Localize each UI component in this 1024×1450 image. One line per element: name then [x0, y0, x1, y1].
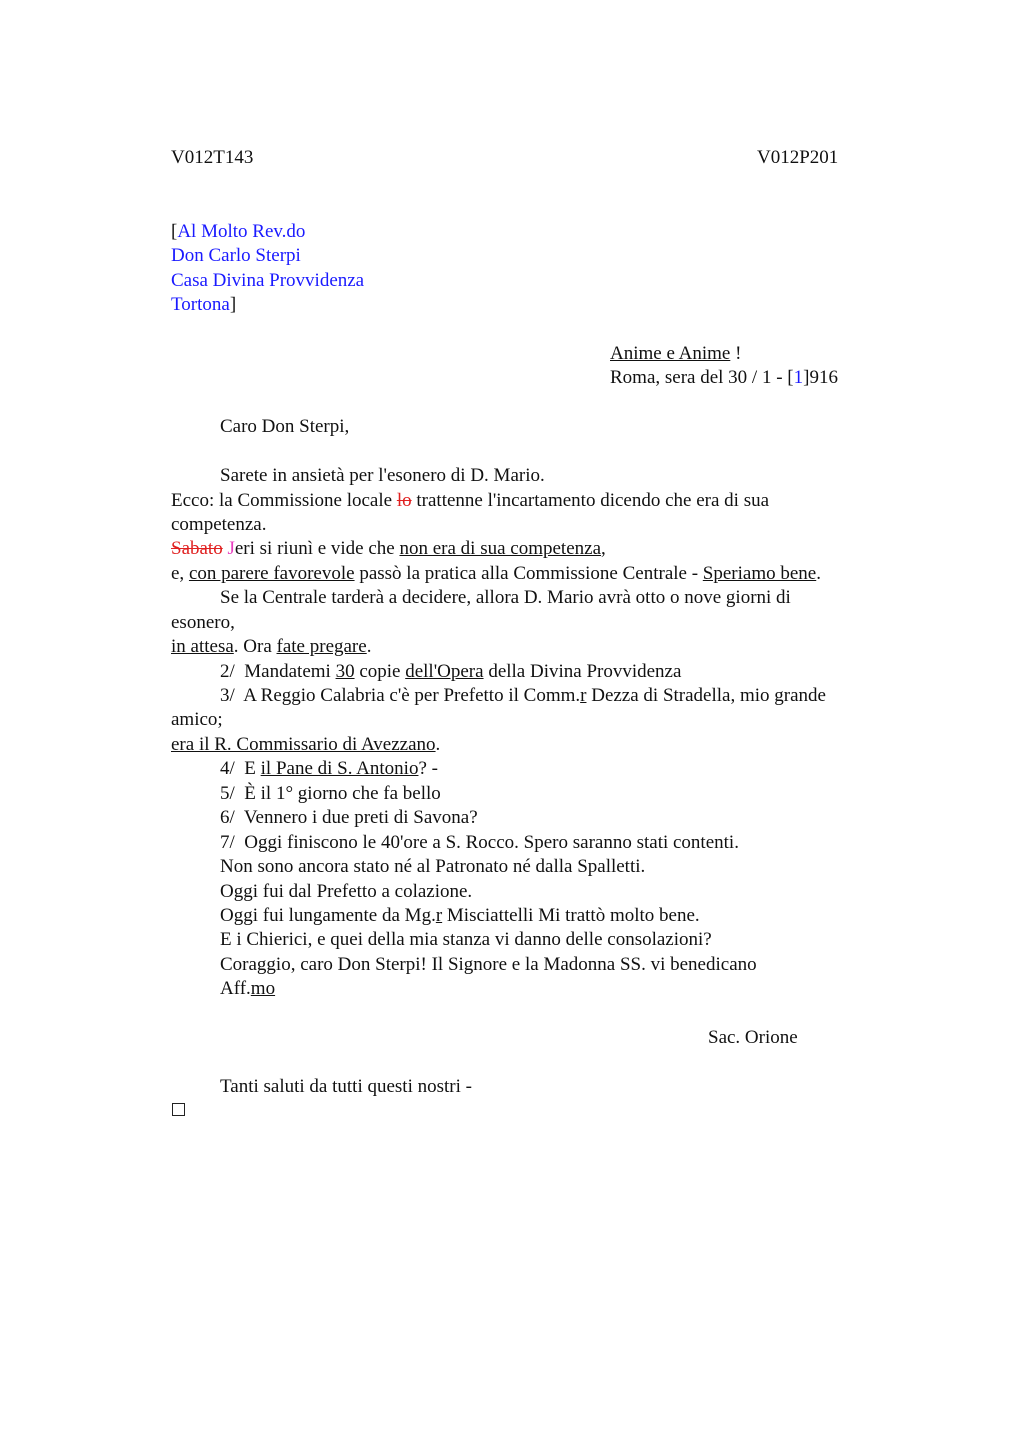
document-code-right: V012P201	[757, 147, 839, 168]
signature: Sac. Orione	[708, 1027, 798, 1048]
body-line: Coraggio, caro Don Sterpi! Il Signore e la Madonna SS. vi benedicano	[220, 954, 757, 975]
document-code-left: V012T143	[171, 147, 254, 168]
bracket-open: [	[171, 221, 178, 242]
body-line: in attesa. Ora fate pregare.	[171, 636, 372, 657]
body-line: 5/ È il 1° giorno che fa bello	[220, 783, 441, 804]
body-line: Sarete in ansietà per l'esonero di D. Mario.	[220, 465, 545, 486]
body-line: era il R. Commissario di Avezzano.	[171, 734, 441, 755]
body-line: 7/ Oggi finiscono le 40'ore a S. Rocco. Spero saranno stati contenti.	[220, 832, 739, 853]
body-line: Ecco: la Commissione locale lo trattenne l'incartamento dicendo che era di sua	[171, 490, 770, 511]
body-line: amico;	[171, 709, 223, 730]
body-line: E i Chierici, e quei della mia stanza vi danno delle consolazioni?	[220, 929, 712, 950]
inserted-text: J	[227, 538, 235, 559]
body-line: Oggi fui lungamente da Mg.r Misciattelli Mi trattò molto bene.	[220, 905, 700, 926]
address-line-3: Casa Divina Provvidenza	[171, 270, 365, 291]
body-line: Sabato Jeri si riunì e vide che non era di sua competenza,	[171, 538, 606, 559]
closing: Aff.mo	[220, 978, 276, 999]
body-line: 2/ Mandatemi 30 copie dell'Opera della Divina Provvidenza	[220, 661, 682, 682]
address-line-1: Al Molto Rev.do	[177, 221, 306, 242]
body-line: 3/ A Reggio Calabria c'è per Prefetto il Comm.r Dezza di Stradella, mio grande	[220, 685, 826, 706]
body-line: Se la Centrale tarderà a decidere, allora D. Mario avrà otto o nove giorni di	[220, 587, 791, 608]
body-line: Non sono ancora stato né al Patronato né dalla Spalletti.	[220, 856, 646, 877]
body-line: 6/ Vennero i due preti di Savona?	[220, 807, 478, 828]
deleted-text: Sabato	[171, 538, 223, 559]
body-line: Oggi fui dal Prefetto a colazione.	[220, 881, 473, 902]
checkbox-symbol	[172, 1103, 185, 1116]
postscript: Tanti saluti da tutti questi nostri -	[220, 1076, 472, 1097]
deleted-text: lo	[396, 490, 412, 511]
address-line-4: Tortona	[171, 294, 230, 315]
date-line: Roma, sera del 30 / 1 - [1]916	[610, 367, 838, 388]
address-line-2: Don Carlo Sterpi	[171, 245, 301, 266]
bracket-close: ]	[229, 294, 237, 315]
body-line: 4/ E il Pane di S. Antonio? -	[220, 758, 438, 779]
body-line: esonero,	[171, 612, 235, 633]
motto: Anime e Anime !	[610, 343, 742, 364]
body-line: e, con parere favorevole passò la pratica alla Commissione Centrale - Speriamo bene.	[171, 563, 821, 584]
salutation: Caro Don Sterpi,	[220, 416, 350, 437]
body-line: competenza.	[171, 514, 267, 535]
